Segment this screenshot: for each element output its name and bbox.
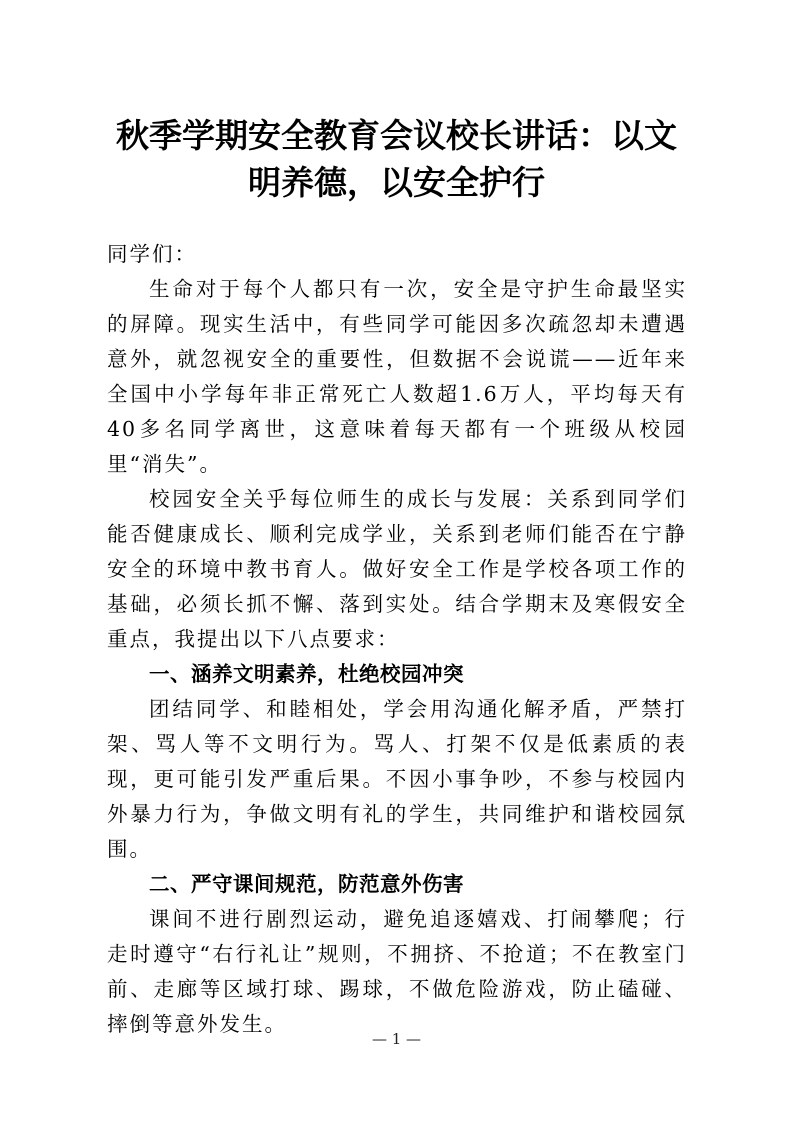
paragraph-intro: 生命对于每个人都只有一次，安全是守护生命最坚实的屏障。现实生活中，有些同学可能因多次疏忽却未遭遇意外，就忽视安全的重要性，但数据不会说谎——近年来全国中小学每年非正常死亡人数超1.6万人，平均每天有40多名同学离世，这意味着每天都有一个班级从校园里“消失”。 — [107, 277, 687, 476]
paragraph-importance: 校园安全关乎每位师生的成长与发展：关系到同学们能否健康成长、顺利完成学业，关系到老师们能否在宁静安全的环境中教书育人。做好安全工作是学校各项工作的基础，必须长抓不懈、落到实处。结合学期末及寒假安全重点，我提出以下八点要求： — [107, 487, 687, 651]
paragraph-section-2: 课间不进行剧烈运动，避免追逐嬉戏、打闹攀爬；行走时遵守“右行礼让”规则，不拥挤、不抢道；不在教室门前、走廊等区域打球、踢球，不做危险游戏，防止磕碰、摔倒等意外发生。 — [107, 907, 687, 1036]
document-title: 秋季学期安全教育会议校长讲话：以文明养德，以安全护行 — [116, 116, 677, 202]
page-number: — 1 — — [371, 1030, 422, 1048]
section-heading-2: 二、严守课间规范，防范意外伤害 — [149, 872, 464, 896]
salutation: 同学们： — [107, 242, 197, 266]
paragraph-section-1: 团结同学、和睦相处，学会用沟通化解矛盾，严禁打架、骂人等不文明行为。骂人、打架不仅是低素质的表现，更可能引发严重后果。不因小事争吵，不参与校园内外暴力行为，争做文明有礼的学生，共同维护和谐校园氛围。 — [107, 697, 687, 861]
section-heading-1: 一、涵养文明素养，杜绝校园冲突 — [149, 662, 464, 686]
document-body — [107, 237, 687, 1042]
